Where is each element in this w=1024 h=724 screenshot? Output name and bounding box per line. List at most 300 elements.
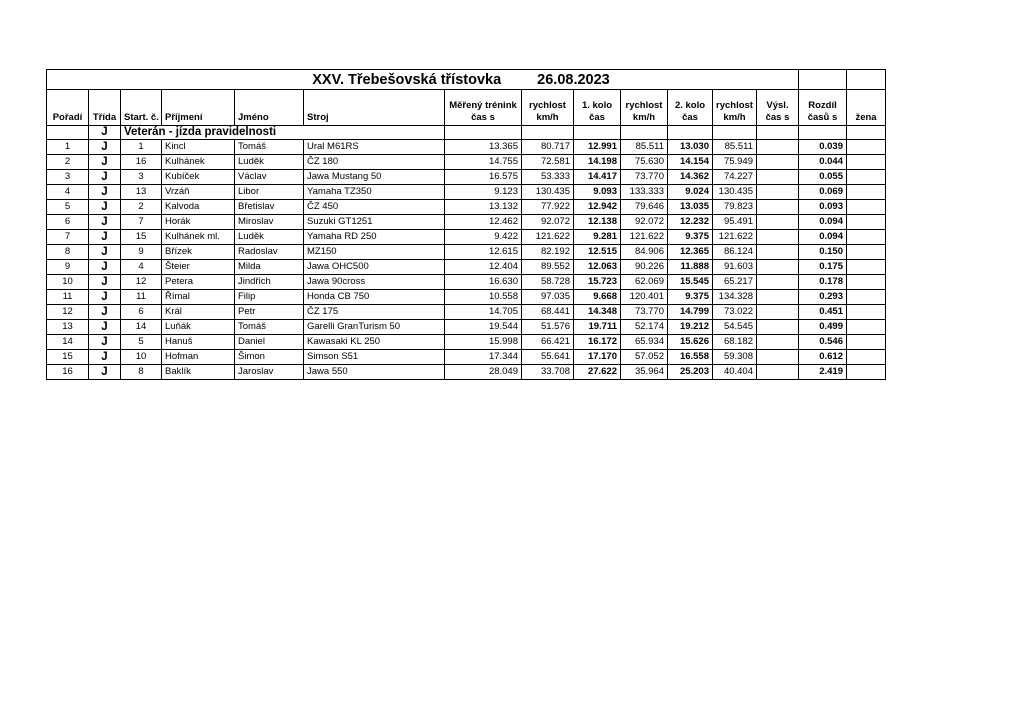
cell-trida: J — [89, 200, 121, 215]
cell-rychlost-2: 85.511 — [621, 140, 668, 155]
cell-poradi: 8 — [47, 245, 89, 260]
cell-poradi: 11 — [47, 290, 89, 305]
cell-prijmeni: Kulhánek ml. — [162, 230, 235, 245]
cell-rychlost-3: 130.435 — [713, 185, 757, 200]
cell-trida: J — [89, 290, 121, 305]
cell-zena — [847, 200, 886, 215]
cell-trenink: 17.344 — [445, 350, 522, 365]
header-stroj: Stroj — [304, 90, 445, 126]
cell-jmeno: Tomáš — [235, 140, 304, 155]
cell-kolo-2: 15.626 — [668, 335, 713, 350]
cell-rychlost-3: 85.511 — [713, 140, 757, 155]
cell-rozdil: 0.039 — [799, 140, 847, 155]
cell-rychlost-1: 66.421 — [522, 335, 574, 350]
cell-prijmeni: Šteier — [162, 260, 235, 275]
header-rychlost-1-line2: km/h — [536, 112, 559, 123]
cell-prijmeni: Kalvoda — [162, 200, 235, 215]
cell-vysl — [757, 155, 799, 170]
category-empty — [847, 126, 886, 140]
cell-trenink: 13.132 — [445, 200, 522, 215]
cell-rychlost-3: 86.124 — [713, 245, 757, 260]
cell-start: 9 — [121, 245, 162, 260]
cell-zena — [847, 230, 886, 245]
cell-rychlost-1: 51.576 — [522, 320, 574, 335]
header-row — [47, 90, 886, 126]
cell-vysl — [757, 185, 799, 200]
cell-trida: J — [89, 260, 121, 275]
cell-stroj: ČZ 450 — [304, 200, 445, 215]
cell-rychlost-2: 84.906 — [621, 245, 668, 260]
cell-rozdil: 0.055 — [799, 170, 847, 185]
header-rychlost-3 — [713, 90, 757, 126]
cell-rychlost-1: 97.035 — [522, 290, 574, 305]
cell-rychlost-2: 57.052 — [621, 350, 668, 365]
cell-rychlost-1: 33.708 — [522, 365, 574, 380]
cell-stroj: Yamaha RD 250 — [304, 230, 445, 245]
cell-kolo-2: 9.375 — [668, 230, 713, 245]
cell-rychlost-2: 65.934 — [621, 335, 668, 350]
cell-poradi: 5 — [47, 200, 89, 215]
cell-trida: J — [89, 320, 121, 335]
cell-jmeno: Daniel — [235, 335, 304, 350]
cell-rychlost-1: 121.622 — [522, 230, 574, 245]
table-row — [47, 200, 886, 215]
table-row — [47, 260, 886, 275]
cell-rychlost-2: 133.333 — [621, 185, 668, 200]
cell-kolo-1: 14.198 — [574, 155, 621, 170]
cell-vysl — [757, 320, 799, 335]
cell-stroj: ČZ 180 — [304, 155, 445, 170]
header-trida: Třída — [89, 90, 121, 126]
cell-zena — [847, 275, 886, 290]
cell-vysl — [757, 290, 799, 305]
cell-prijmeni: Král — [162, 305, 235, 320]
cell-stroj: Jawa OHC500 — [304, 260, 445, 275]
cell-kolo-2: 14.362 — [668, 170, 713, 185]
cell-kolo-1: 12.991 — [574, 140, 621, 155]
title-row — [47, 70, 886, 90]
cell-poradi: 7 — [47, 230, 89, 245]
cell-start: 3 — [121, 170, 162, 185]
category-row — [47, 126, 886, 140]
cell-prijmeni: Horák — [162, 215, 235, 230]
cell-start: 1 — [121, 140, 162, 155]
category-trida: J — [89, 126, 121, 140]
cell-zena — [847, 215, 886, 230]
cell-rychlost-2: 92.072 — [621, 215, 668, 230]
cell-jmeno: Radoslav — [235, 245, 304, 260]
cell-rychlost-2: 62.069 — [621, 275, 668, 290]
cell-rychlost-1: 55.641 — [522, 350, 574, 365]
cell-trida: J — [89, 275, 121, 290]
header-kolo-1-line1: 1. kolo — [581, 100, 613, 111]
cell-jmeno: Břetislav — [235, 200, 304, 215]
header-rozdil-line1: Rozdíl — [808, 100, 837, 111]
cell-rozdil: 0.175 — [799, 260, 847, 275]
table-row — [47, 275, 886, 290]
cell-stroj: ČZ 175 — [304, 305, 445, 320]
cell-stroj: Kawasaki KL 250 — [304, 335, 445, 350]
cell-jmeno: Václav — [235, 170, 304, 185]
cell-kolo-1: 12.063 — [574, 260, 621, 275]
cell-trenink: 13.365 — [445, 140, 522, 155]
cell-vysl — [757, 305, 799, 320]
cell-kolo-1: 12.515 — [574, 245, 621, 260]
cell-stroj: Yamaha TZ350 — [304, 185, 445, 200]
cell-prijmeni: Kincl — [162, 140, 235, 155]
cell-zena — [847, 245, 886, 260]
cell-vysl — [757, 170, 799, 185]
cell-rychlost-3: 121.622 — [713, 230, 757, 245]
cell-poradi: 4 — [47, 185, 89, 200]
cell-vysl — [757, 260, 799, 275]
cell-rychlost-3: 59.308 — [713, 350, 757, 365]
cell-rychlost-3: 40.404 — [713, 365, 757, 380]
cell-trida: J — [89, 335, 121, 350]
cell-poradi: 10 — [47, 275, 89, 290]
cell-start: 6 — [121, 305, 162, 320]
cell-rychlost-1: 72.581 — [522, 155, 574, 170]
table-row — [47, 140, 886, 155]
cell-kolo-2: 19.212 — [668, 320, 713, 335]
cell-trida: J — [89, 245, 121, 260]
cell-rychlost-2: 79.646 — [621, 200, 668, 215]
cell-rychlost-3: 134.328 — [713, 290, 757, 305]
category-empty — [668, 126, 713, 140]
cell-stroj: Ural M61RS — [304, 140, 445, 155]
cell-trida: J — [89, 350, 121, 365]
cell-zena — [847, 350, 886, 365]
cell-trenink: 16.630 — [445, 275, 522, 290]
cell-zena — [847, 320, 886, 335]
cell-kolo-1: 12.138 — [574, 215, 621, 230]
header-vysl-line1: Výsl. — [766, 100, 789, 111]
cell-jmeno: Jindřich — [235, 275, 304, 290]
cell-poradi: 2 — [47, 155, 89, 170]
header-rychlost-3-line2: km/h — [723, 112, 746, 123]
cell-kolo-2: 16.558 — [668, 350, 713, 365]
cell-prijmeni: Luňák — [162, 320, 235, 335]
cell-stroj: Jawa 90cross — [304, 275, 445, 290]
cell-rozdil: 0.094 — [799, 230, 847, 245]
cell-poradi: 3 — [47, 170, 89, 185]
cell-rychlost-1: 82.192 — [522, 245, 574, 260]
header-start: Start. č. — [121, 90, 162, 126]
cell-prijmeni: Petera — [162, 275, 235, 290]
cell-kolo-1: 9.093 — [574, 185, 621, 200]
header-prijmeni: Příjmení — [162, 90, 235, 126]
cell-rozdil: 0.093 — [799, 200, 847, 215]
cell-kolo-1: 19.711 — [574, 320, 621, 335]
results-sheet — [46, 69, 886, 380]
cell-start: 5 — [121, 335, 162, 350]
cell-rychlost-3: 75.949 — [713, 155, 757, 170]
cell-kolo-1: 9.668 — [574, 290, 621, 305]
header-rychlost-3-line1: rychlost — [716, 100, 753, 111]
cell-trida: J — [89, 230, 121, 245]
cell-rychlost-3: 91.603 — [713, 260, 757, 275]
category-empty — [713, 126, 757, 140]
cell-trida: J — [89, 215, 121, 230]
cell-start: 11 — [121, 290, 162, 305]
cell-zena — [847, 260, 886, 275]
cell-kolo-1: 14.348 — [574, 305, 621, 320]
table-row — [47, 155, 886, 170]
results-table — [46, 69, 886, 380]
cell-rychlost-1: 92.072 — [522, 215, 574, 230]
header-rychlost-1 — [522, 90, 574, 126]
cell-start: 8 — [121, 365, 162, 380]
cell-vysl — [757, 365, 799, 380]
cell-kolo-1: 14.417 — [574, 170, 621, 185]
cell-rychlost-2: 35.964 — [621, 365, 668, 380]
cell-stroj: Jawa Mustang 50 — [304, 170, 445, 185]
cell-jmeno: Miroslav — [235, 215, 304, 230]
cell-kolo-2: 9.024 — [668, 185, 713, 200]
cell-start: 2 — [121, 200, 162, 215]
cell-prijmeni: Římal — [162, 290, 235, 305]
category-empty — [757, 126, 799, 140]
cell-rychlost-1: 89.552 — [522, 260, 574, 275]
header-kolo-1-line2: čas — [589, 112, 605, 123]
title-blank-2 — [847, 70, 886, 90]
cell-kolo-2: 14.799 — [668, 305, 713, 320]
cell-rozdil: 2.419 — [799, 365, 847, 380]
cell-trenink: 15.998 — [445, 335, 522, 350]
cell-prijmeni: Kubíček — [162, 170, 235, 185]
cell-stroj: Simson S51 — [304, 350, 445, 365]
cell-vysl — [757, 200, 799, 215]
cell-kolo-1: 15.723 — [574, 275, 621, 290]
cell-rychlost-3: 68.182 — [713, 335, 757, 350]
cell-kolo-1: 12.942 — [574, 200, 621, 215]
cell-jmeno: Jaroslav — [235, 365, 304, 380]
header-trenink-line1: Měřený trénink — [449, 100, 517, 111]
header-rychlost-2-line2: km/h — [632, 112, 656, 123]
cell-rozdil: 0.293 — [799, 290, 847, 305]
cell-rozdil: 0.546 — [799, 335, 847, 350]
table-row — [47, 350, 886, 365]
cell-rozdil: 0.069 — [799, 185, 847, 200]
cell-prijmeni: Břízek — [162, 245, 235, 260]
table-row — [47, 290, 886, 305]
cell-start: 7 — [121, 215, 162, 230]
cell-rychlost-3: 79.823 — [713, 200, 757, 215]
cell-prijmeni: Baklík — [162, 365, 235, 380]
cell-zena — [847, 155, 886, 170]
event-date: 26.08.2023 — [537, 71, 610, 88]
cell-rozdil: 0.150 — [799, 245, 847, 260]
cell-zena — [847, 185, 886, 200]
cell-rychlost-2: 73.770 — [621, 305, 668, 320]
cell-kolo-2: 14.154 — [668, 155, 713, 170]
cell-rychlost-1: 80.717 — [522, 140, 574, 155]
cell-trida: J — [89, 305, 121, 320]
table-row — [47, 185, 886, 200]
cell-trenink: 12.615 — [445, 245, 522, 260]
cell-trenink: 14.705 — [445, 305, 522, 320]
cell-jmeno: Luděk — [235, 155, 304, 170]
cell-trenink: 12.462 — [445, 215, 522, 230]
cell-start: 16 — [121, 155, 162, 170]
header-kolo-2-line1: 2. kolo — [674, 100, 706, 111]
cell-zena — [847, 305, 886, 320]
cell-poradi: 15 — [47, 350, 89, 365]
cell-rychlost-1: 68.441 — [522, 305, 574, 320]
cell-trenink: 10.558 — [445, 290, 522, 305]
header-vysl — [757, 90, 799, 126]
cell-poradi: 9 — [47, 260, 89, 275]
header-jmeno: Jméno — [235, 90, 304, 126]
header-kolo-1 — [574, 90, 621, 126]
cell-start: 14 — [121, 320, 162, 335]
cell-rychlost-1: 53.333 — [522, 170, 574, 185]
cell-poradi: 6 — [47, 215, 89, 230]
cell-poradi: 13 — [47, 320, 89, 335]
category-empty — [574, 126, 621, 140]
cell-vysl — [757, 275, 799, 290]
category-empty — [621, 126, 668, 140]
cell-jmeno: Milda — [235, 260, 304, 275]
cell-prijmeni: Hanuš — [162, 335, 235, 350]
cell-kolo-2: 25.203 — [668, 365, 713, 380]
cell-stroj: Jawa 550 — [304, 365, 445, 380]
cell-kolo-2: 15.545 — [668, 275, 713, 290]
header-trenink-line2: čas s — [471, 112, 495, 123]
cell-rychlost-2: 90.226 — [621, 260, 668, 275]
cell-rychlost-1: 130.435 — [522, 185, 574, 200]
cell-rozdil: 0.044 — [799, 155, 847, 170]
cell-poradi: 14 — [47, 335, 89, 350]
cell-rozdil: 0.612 — [799, 350, 847, 365]
header-vysl-line2: čas s — [765, 112, 790, 123]
cell-zena — [847, 140, 886, 155]
table-row — [47, 320, 886, 335]
cell-rozdil: 0.451 — [799, 305, 847, 320]
cell-stroj: Honda CB 750 — [304, 290, 445, 305]
header-zena: žena — [847, 90, 886, 126]
cell-kolo-2: 12.365 — [668, 245, 713, 260]
cell-kolo-1: 27.622 — [574, 365, 621, 380]
cell-rychlost-3: 54.545 — [713, 320, 757, 335]
cell-vysl — [757, 245, 799, 260]
header-rychlost-1-line1: rychlost — [529, 100, 566, 111]
cell-start: 12 — [121, 275, 162, 290]
cell-zena — [847, 365, 886, 380]
category-label: Veterán - jízda pravidelnosti — [121, 126, 445, 140]
cell-rychlost-3: 95.491 — [713, 215, 757, 230]
header-rozdil — [799, 90, 847, 126]
cell-trenink: 19.544 — [445, 320, 522, 335]
table-row — [47, 170, 886, 185]
cell-trenink: 28.049 — [445, 365, 522, 380]
cell-prijmeni: Vrzáň — [162, 185, 235, 200]
header-rozdil-line2: časů s — [807, 112, 838, 123]
cell-jmeno: Petr — [235, 305, 304, 320]
cell-trenink: 14.755 — [445, 155, 522, 170]
header-poradi: Pořadí — [47, 90, 89, 126]
category-blank — [47, 126, 89, 140]
cell-vysl — [757, 140, 799, 155]
cell-prijmeni: Hofman — [162, 350, 235, 365]
cell-rychlost-2: 121.622 — [621, 230, 668, 245]
header-rychlost-2 — [621, 90, 668, 126]
cell-prijmeni: Kulhánek — [162, 155, 235, 170]
cell-zena — [847, 335, 886, 350]
header-kolo-2-line2: čas — [682, 112, 698, 123]
cell-stroj: Garelli GranTurism 50 — [304, 320, 445, 335]
cell-rozdil: 0.094 — [799, 215, 847, 230]
category-empty — [799, 126, 847, 140]
table-row — [47, 230, 886, 245]
cell-kolo-1: 16.172 — [574, 335, 621, 350]
cell-rychlost-2: 120.401 — [621, 290, 668, 305]
table-row — [47, 305, 886, 320]
cell-kolo-1: 9.281 — [574, 230, 621, 245]
cell-trida: J — [89, 365, 121, 380]
cell-jmeno: Tomáš — [235, 320, 304, 335]
cell-vysl — [757, 350, 799, 365]
table-row — [47, 245, 886, 260]
cell-trida: J — [89, 185, 121, 200]
cell-kolo-2: 11.888 — [668, 260, 713, 275]
cell-zena — [847, 290, 886, 305]
cell-start: 10 — [121, 350, 162, 365]
header-rychlost-2-line1: rychlost — [625, 100, 663, 111]
cell-rychlost-3: 65.217 — [713, 275, 757, 290]
title-cell — [47, 70, 799, 90]
cell-vysl — [757, 215, 799, 230]
category-empty — [522, 126, 574, 140]
cell-rychlost-1: 58.728 — [522, 275, 574, 290]
cell-stroj: Suzuki GT1251 — [304, 215, 445, 230]
cell-rychlost-2: 52.174 — [621, 320, 668, 335]
cell-jmeno: Libor — [235, 185, 304, 200]
cell-poradi: 12 — [47, 305, 89, 320]
cell-rychlost-1: 77.922 — [522, 200, 574, 215]
cell-kolo-1: 17.170 — [574, 350, 621, 365]
cell-poradi: 1 — [47, 140, 89, 155]
cell-rychlost-2: 73.770 — [621, 170, 668, 185]
cell-kolo-2: 12.232 — [668, 215, 713, 230]
page-title: XXV. Třebešovská třístovka — [312, 71, 502, 88]
cell-jmeno: Šimon — [235, 350, 304, 365]
cell-jmeno: Luděk — [235, 230, 304, 245]
cell-start: 4 — [121, 260, 162, 275]
cell-trenink: 16.575 — [445, 170, 522, 185]
cell-poradi: 16 — [47, 365, 89, 380]
cell-kolo-2: 13.035 — [668, 200, 713, 215]
cell-rychlost-2: 75.630 — [621, 155, 668, 170]
header-kolo-2 — [668, 90, 713, 126]
cell-jmeno: Filip — [235, 290, 304, 305]
header-trenink — [445, 90, 522, 126]
cell-vysl — [757, 335, 799, 350]
table-row — [47, 215, 886, 230]
cell-rychlost-3: 74.227 — [713, 170, 757, 185]
cell-trenink: 9.422 — [445, 230, 522, 245]
cell-zena — [847, 170, 886, 185]
cell-rozdil: 0.499 — [799, 320, 847, 335]
cell-kolo-2: 13.030 — [668, 140, 713, 155]
cell-trida: J — [89, 140, 121, 155]
cell-trida: J — [89, 170, 121, 185]
cell-start: 13 — [121, 185, 162, 200]
cell-stroj: MZ150 — [304, 245, 445, 260]
cell-kolo-2: 9.375 — [668, 290, 713, 305]
category-empty — [445, 126, 522, 140]
cell-start: 15 — [121, 230, 162, 245]
